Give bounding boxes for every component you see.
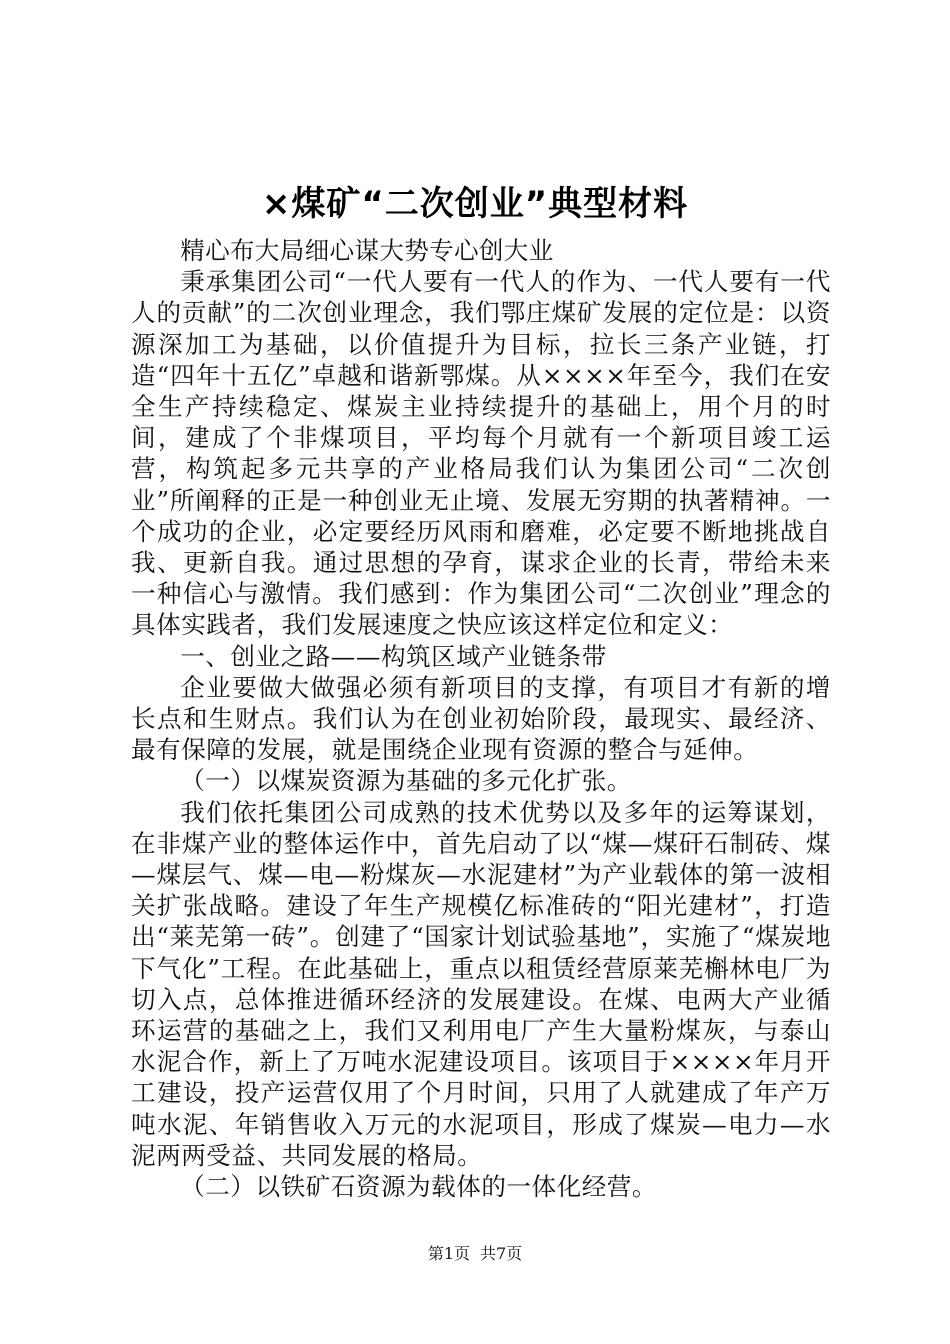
page-footer [0, 1243, 950, 1265]
document-title: ×煤矿“二次创业”典型材料 [261, 184, 689, 224]
subsection-1-paragraph: 我们依托集团公司成熟的技术优势以及多年的运筹谋划，在非煤产业的整体运作中，首先启动了以“煤—煤矸石制砖、煤—煤层气、煤—电—粉煤灰—水泥建材”为产业载体的第一波相关扩张战略。建设了年生产规模亿标准砖的“阳光建材”，打造出“莱芜第一砖”。创建了“国家计划试验基地”，实施了“煤炭地下气化”工程。在此基础上，重点以租赁经营原莱芜槲林电厂为切入点，总体推进循环经济的发展建设。在煤、电两大产业循环运营的基础之上，我们又利用电厂产生大量粉煤灰，与泰山水泥合作，新上了万吨水泥建设项目。该项目于××××年月开工建设，投产运营仅用了个月时间，只用了人就建成了年产万吨水泥、年销售收入万元的水泥项目，形成了煤炭—电力—水泥两两受益、共同发展的格局。 [131, 797, 831, 1170]
intro-paragraph: 秉承集团公司“一代人要有一代人的作为、一代人要有一代人的贡献”的二次创业理念，我们鄂庄煤矿发展的定位是：以资源深加工为基础，以价值提升为目标，拉长三条产业链，打造“四年十五亿”卓越和谐新鄂煤。从××××年至今，我们在安全生产持续稳定、煤炭主业持续提升的基础上，用个月的时间，建成了个非煤项目，平均每个月就有一个新项目竣工运营，构筑起多元共享的产业格局我们认为集团公司“二次创业”所阐释的正是一种创业无止境、发展无穷期的执著精神。一个成功的企业，必定要经历风雨和磨难，必定要不断地挑战自我、更新自我。通过思想的孕育，谋求企业的长青，带给未来一种信心与激情。我们感到：作为集团公司“二次创业”理念的具体实践者，我们发展速度之快应该这样定位和定义： [131, 267, 831, 640]
section-heading-1: 一、创业之路——构筑区域产业链条带 [180, 641, 607, 671]
page-number: 第1页 [427, 1244, 470, 1263]
subsection-heading-1: （一）以煤炭资源为基础的多元化扩张。 [180, 766, 632, 796]
subsection-heading-2: （二）以铁矿石资源为载体的一体化经营。 [180, 1172, 657, 1202]
section-1-paragraph: 企业要做大做强必须有新项目的支撑，有项目才有新的增长点和生财点。我们认为在创业初始阶段，最现实、最经济、最有保障的发展，就是围绕企业现有资源的整合与延伸。 [131, 672, 831, 765]
page-total: 共7页 [480, 1244, 523, 1263]
document-body [131, 235, 831, 1202]
subtitle-paragraph: 精心布大局细心谋大势专心创大业 [180, 236, 554, 265]
